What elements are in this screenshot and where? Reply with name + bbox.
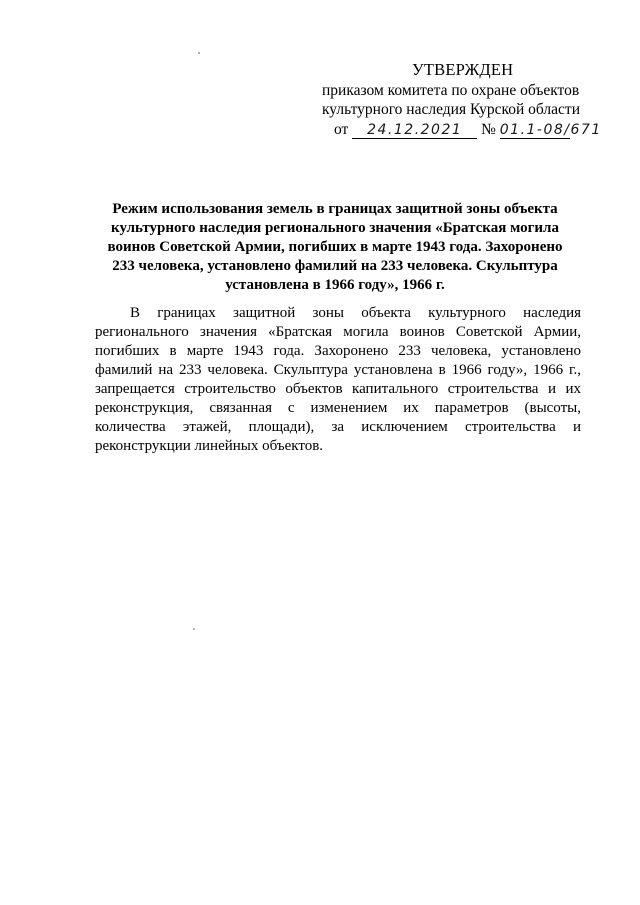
document-title: Режим использования земель в границах защитной зоны объекта культурного наследия регионального значения «Братская могила воинов Советской Армии, погибших в марте 1943 года. Захоронено 233 человека, установлено фамилий на 233 человека. Скульптура установлена в 1966 году», 1966 г. — [107, 201, 563, 293]
body-paragraph: В границах защитной зоны объекта культурного наследия регионального значения «Братская могила воинов Советской Армии, погибших в марте 1943 года. Захоронено 233 человека, установлено фамилий на 233 человека. Скульптура установлена в 1966 году», 1966 г., запрещается строительство объектов капитального строительства и их реконструкция, связанная с изменением их параметров (высоты, количества этажей, площади), за исключением строительства и реконструкции линейных объектов. — [95, 305, 581, 454]
handwritten-date: 24.12.2021 — [352, 123, 477, 139]
scan-speck — [193, 628, 195, 630]
approved-title: УТВЕРЖДЕН — [412, 60, 514, 79]
date-prefix: от — [334, 121, 349, 138]
approval-line-1: приказом комитета по охране объектов — [322, 82, 580, 99]
scan-speck — [198, 52, 200, 54]
number-prefix: № — [481, 121, 496, 138]
handwritten-number: 01.1-08/671 — [499, 122, 602, 138]
approval-stamp-block — [322, 60, 602, 139]
approval-date-line — [322, 120, 602, 139]
approval-line-2: культурного наследия Курской области — [322, 101, 580, 118]
